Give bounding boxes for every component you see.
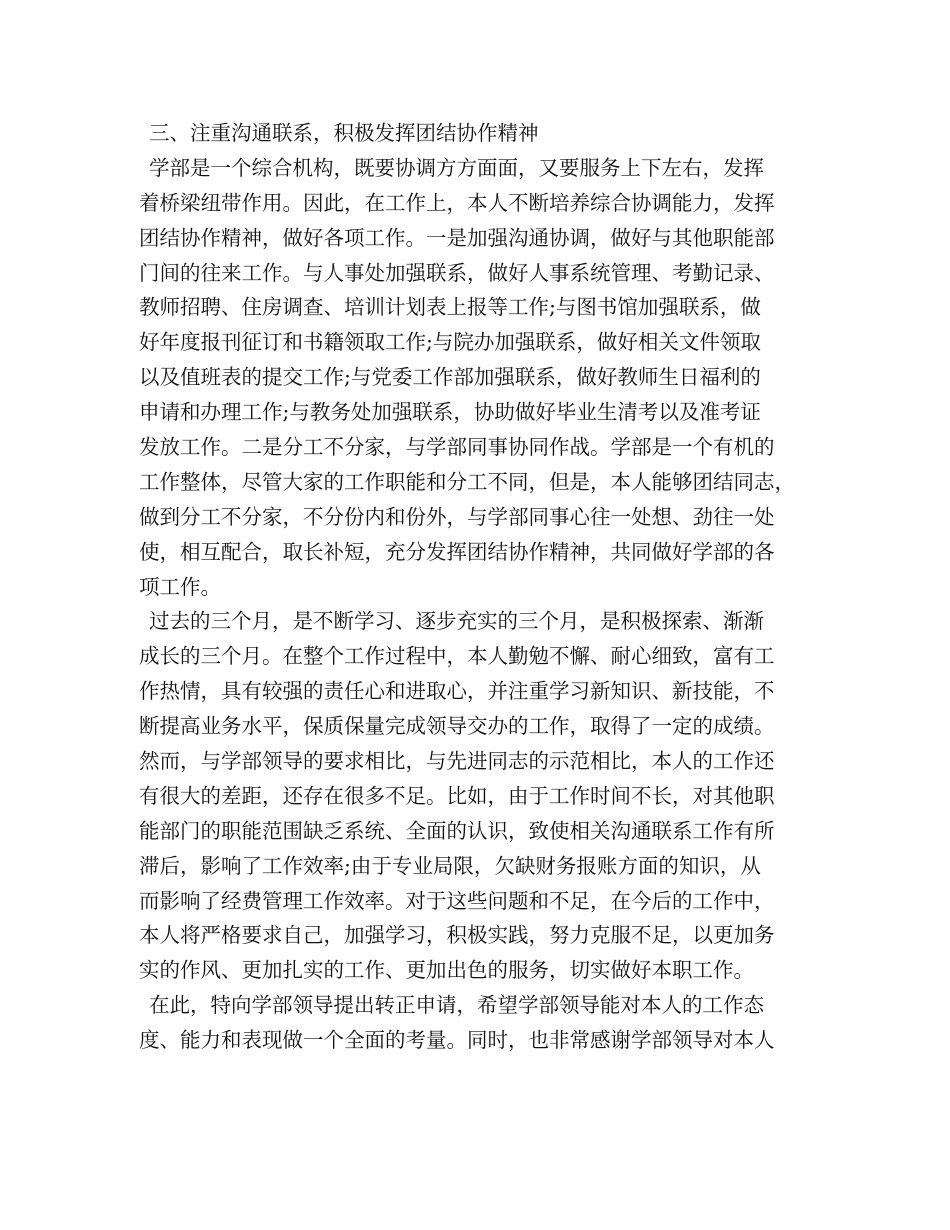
paragraph-line: 滞后，影响了工作效率;由于专业局限，欠缺财务报账方面的知识，从	[139, 853, 761, 878]
paragraph-line: 以及值班表的提交工作;与党委工作部加强联系，做好教师生日福利的	[139, 365, 761, 390]
paragraph-line: 断提高业务水平，保质保量完成领导交办的工作，取得了一定的成绩。	[139, 714, 775, 739]
paragraph-line: 门间的往来工作。与人事处加强联系，做好人事系统管理、考勤记录、	[139, 260, 775, 285]
paragraph-line: 团结协作精神，做好各项工作。一是加强沟通协调，做好与其他职能部	[139, 225, 775, 250]
paragraph-line: 实的作风、更加扎实的工作、更加出色的服务，切实做好本职工作。	[139, 958, 754, 983]
paragraph-line: 使，相互配合，取长补短，充分发挥团结协作精神，共同做好学部的各	[139, 539, 775, 564]
paragraph-line: 能部门的职能范围缺乏系统、全面的认识，致使相关沟通联系工作有所	[139, 818, 775, 843]
paragraph-line: 项工作。	[139, 574, 221, 599]
paragraph-line: 作热情，具有较强的责任心和进取心，并注重学习新知识、新技能，不	[139, 679, 775, 704]
paragraph-line: 学部是一个综合机构，既要协调方方面面，又要服务上下左右，发挥	[149, 155, 764, 180]
paragraph-line: 做到分工不分家，不分份内和份外，与学部同事心往一处想、劲往一处	[139, 504, 775, 529]
section-heading: 三、注重沟通联系，积极发挥团结协作精神	[149, 121, 539, 145]
paragraph-line: 而影响了经费管理工作效率。对于这些问题和不足，在今后的工作中，	[139, 888, 775, 913]
paragraph-line: 好年度报刊征订和书籍领取工作;与院办加强联系，做好相关文件领取	[139, 330, 761, 355]
paragraph-line: 发放工作。二是分工不分家，与学部同事协同作战。学部是一个有机的	[139, 435, 775, 460]
paragraph-line: 教师招聘、住房调查、培训计划表上报等工作;与图书馆加强联系，做	[139, 295, 761, 320]
paragraph-line: 工作整体，尽管大家的工作职能和分工不同，但是，本人能够团结同志，	[139, 469, 795, 494]
paragraph-line: 成长的三个月。在整个工作过程中，本人勤勉不懈、耐心细致，富有工	[139, 644, 775, 669]
paragraph-line: 申请和办理工作;与教务处加强联系，协助做好毕业生清考以及准考证	[139, 400, 761, 425]
document-body	[139, 116, 815, 1058]
paragraph-line: 度、能力和表现做一个全面的考量。同时，也非常感谢学部领导对本人	[139, 1028, 775, 1053]
paragraph-line: 有很大的差距，还存在很多不足。比如，由于工作时间不长，对其他职	[139, 783, 775, 808]
paragraph-line: 着桥梁纽带作用。因此，在工作上，本人不断培养综合协调能力，发挥	[139, 190, 775, 215]
paragraph-line: 过去的三个月，是不断学习、逐步充实的三个月，是积极探索、渐渐	[149, 609, 764, 634]
paragraph-line: 在此，特向学部领导提出转正申请，希望学部领导能对本人的工作态	[149, 993, 764, 1018]
paragraph-line: 然而，与学部领导的要求相比，与先进同志的示范相比，本人的工作还	[139, 749, 775, 774]
paragraph-line: 本人将严格要求自己，加强学习，积极实践，努力克服不足，以更加务	[139, 923, 775, 948]
